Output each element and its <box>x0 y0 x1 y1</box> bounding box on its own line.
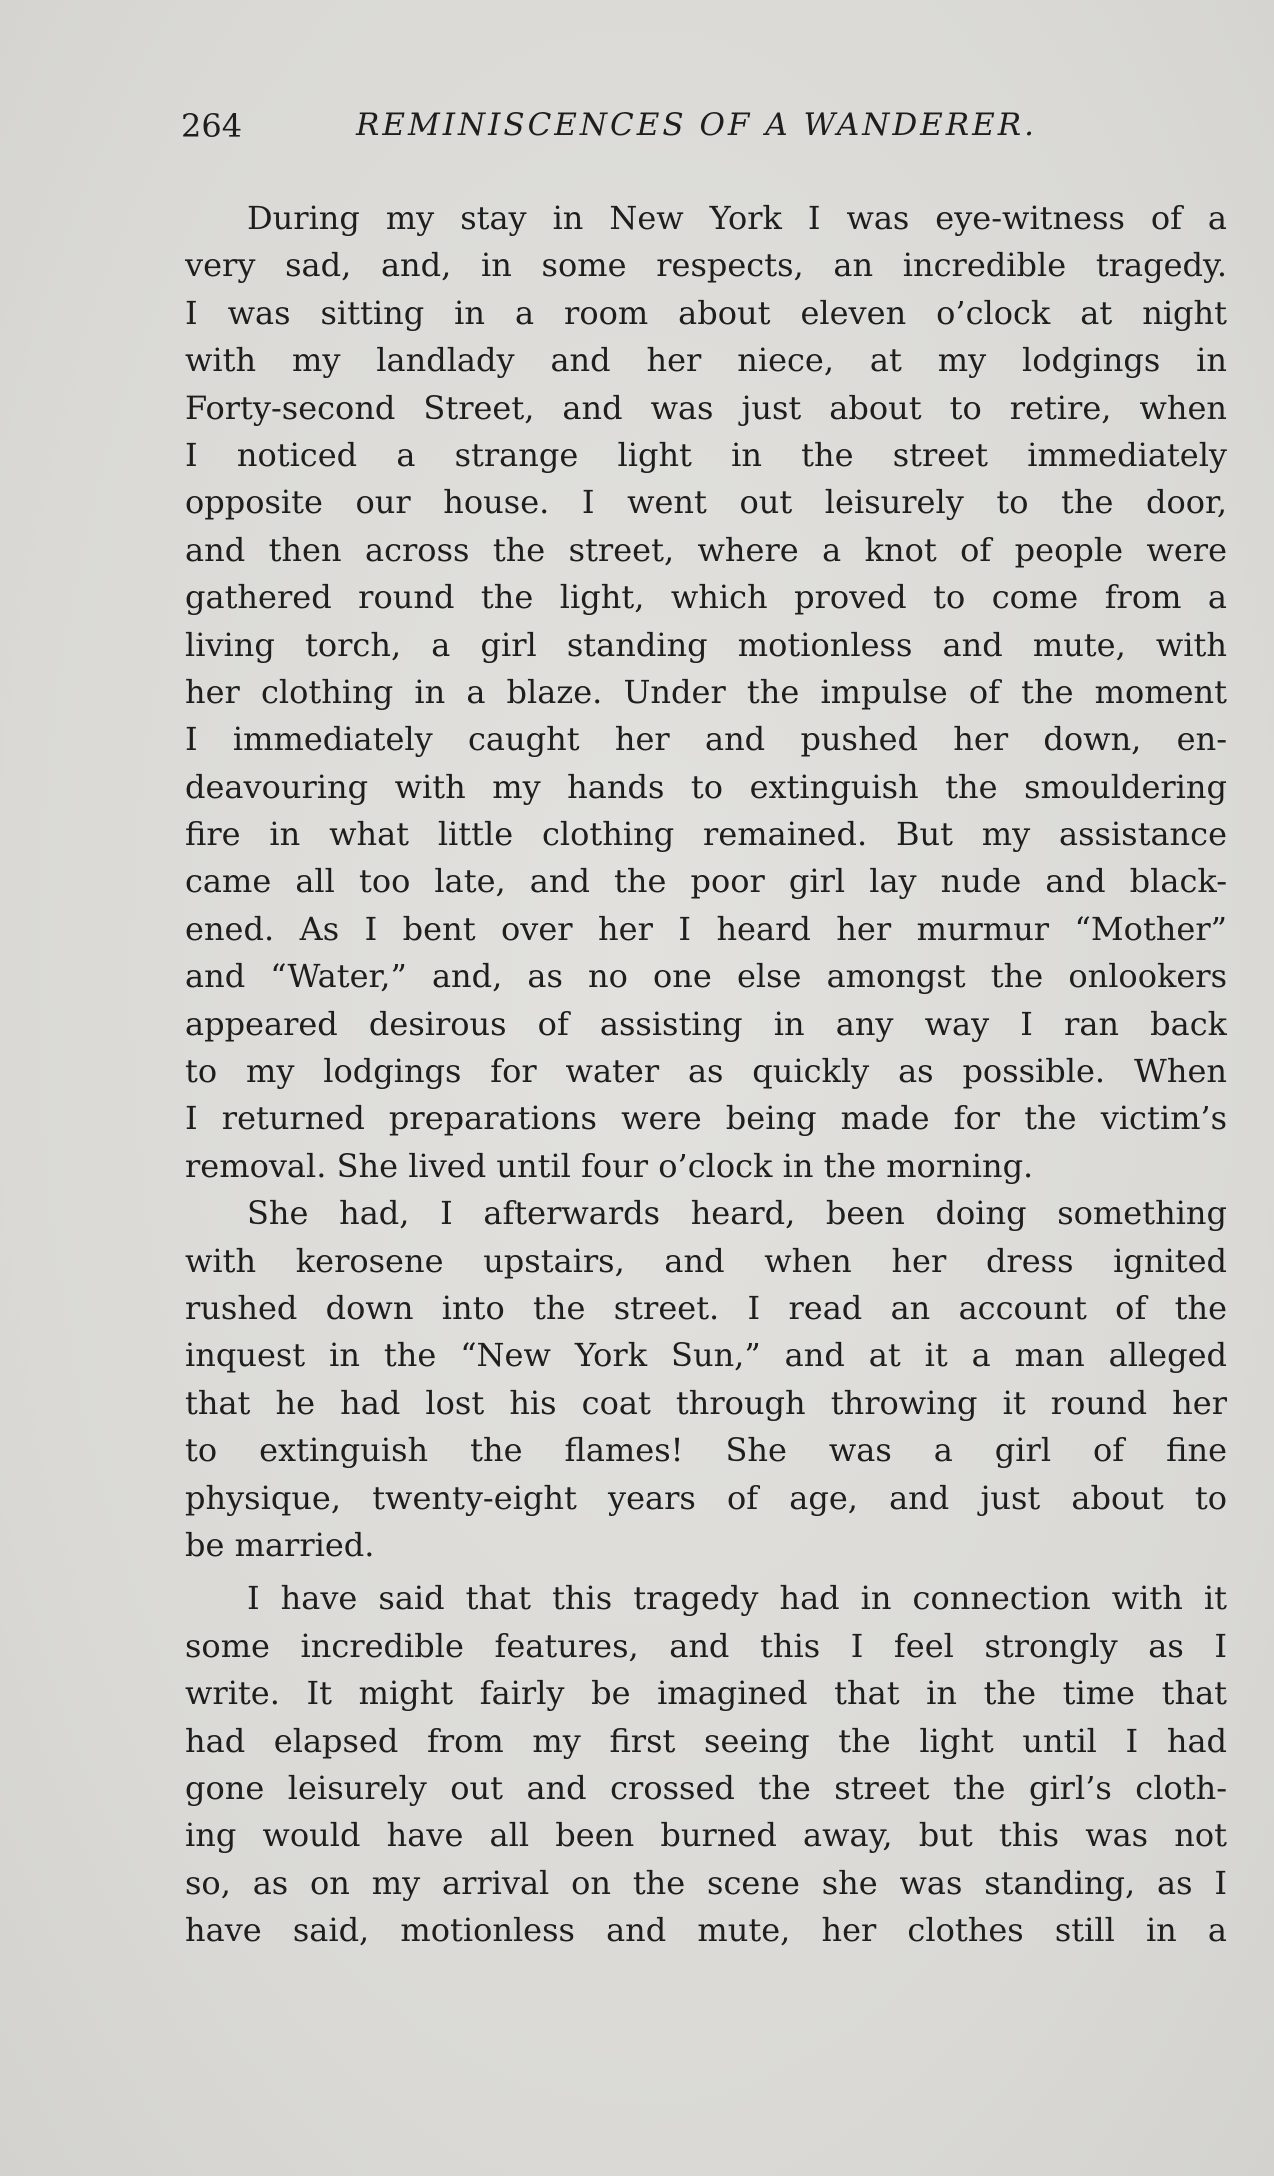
text-line: that he had lost his coat through throwing it round her <box>185 1383 1227 1422</box>
text-line: with kerosene upstairs, and when her dress ignited <box>185 1241 1227 1280</box>
text-line: Forty-second Street, and was just about to retire, when <box>185 388 1227 427</box>
text-line: came all too late, and the poor girl lay nude and black- <box>185 862 1227 901</box>
text-line: opposite our house. I went out leisurely to the door, <box>185 483 1227 522</box>
text-line: appeared desirous of assisting in any way I ran back <box>185 1004 1227 1043</box>
text-line: her clothing in a blaze. Under the impulse of the moment <box>185 672 1227 711</box>
page-header <box>181 107 1231 157</box>
text-line: inquest in the “New York Sun,” and at it a man alleged <box>185 1336 1227 1375</box>
text-line: so, as on my arrival on the scene she was standing, as I <box>185 1863 1227 1902</box>
text-line: She had, I afterwards heard, been doing something <box>247 1194 1227 1233</box>
text-line: to extinguish the flames! She was a girl of fine <box>185 1431 1227 1470</box>
text-line: ened. As I bent over her I heard her murmur “Mother” <box>185 909 1227 948</box>
text-line: ing would have all been burned away, but this was not <box>185 1816 1227 1855</box>
text-line: write. It might fairly be imagined that in the time that <box>185 1674 1227 1713</box>
text-line: rushed down into the street. I read an account of the <box>185 1288 1227 1327</box>
text-line: had elapsed from my first seeing the light until I had <box>185 1721 1227 1760</box>
body-text <box>185 195 1227 1954</box>
text-line: fire in what little clothing remained. But my assistance <box>185 815 1227 854</box>
text-line: I noticed a strange light in the street immediately <box>185 435 1227 474</box>
text-line: physique, twenty-eight years of age, and just about to <box>185 1478 1227 1517</box>
text-line: gone leisurely out and crossed the street the girl’s cloth- <box>185 1768 1227 1807</box>
text-line: I have said that this tragedy had in connection with it <box>247 1579 1227 1618</box>
running-title: REMINISCENCES OF A WANDERER. <box>356 107 1037 143</box>
page-number: 264 <box>181 107 243 145</box>
text-line: deavouring with my hands to extinguish the smouldering <box>185 767 1227 806</box>
text-line: and “Water,” and, as no one else amongst the onlookers <box>185 957 1227 996</box>
text-line: During my stay in New York I was eye-witness of a <box>247 199 1227 237</box>
text-line: gathered round the light, which proved to come from a <box>185 578 1227 617</box>
text-line: and then across the street, where a knot of people were <box>185 530 1227 569</box>
text-line: with my landlady and her niece, at my lodgings in <box>185 341 1227 380</box>
text-line: some incredible features, and this I feel strongly as I <box>185 1626 1227 1665</box>
text-line: have said, motionless and mute, her clothes still in a <box>185 1911 1227 1950</box>
text-line: very sad, and, in some respects, an incredible tragedy. <box>185 246 1227 285</box>
text-line: I was sitting in a room about eleven o’clock at night <box>185 293 1227 332</box>
text-line: I immediately caught her and pushed her down, en- <box>185 720 1227 759</box>
text-line: to my lodgings for water as quickly as possible. When <box>185 1052 1227 1091</box>
text-line: I returned preparations were being made for the victim’s <box>185 1099 1227 1138</box>
text-line: be married. <box>185 1525 375 1564</box>
text-line: living torch, a girl standing motionless and mute, with <box>185 625 1227 664</box>
text-line: removal. She lived until four o’clock in the morning. <box>185 1146 1034 1185</box>
